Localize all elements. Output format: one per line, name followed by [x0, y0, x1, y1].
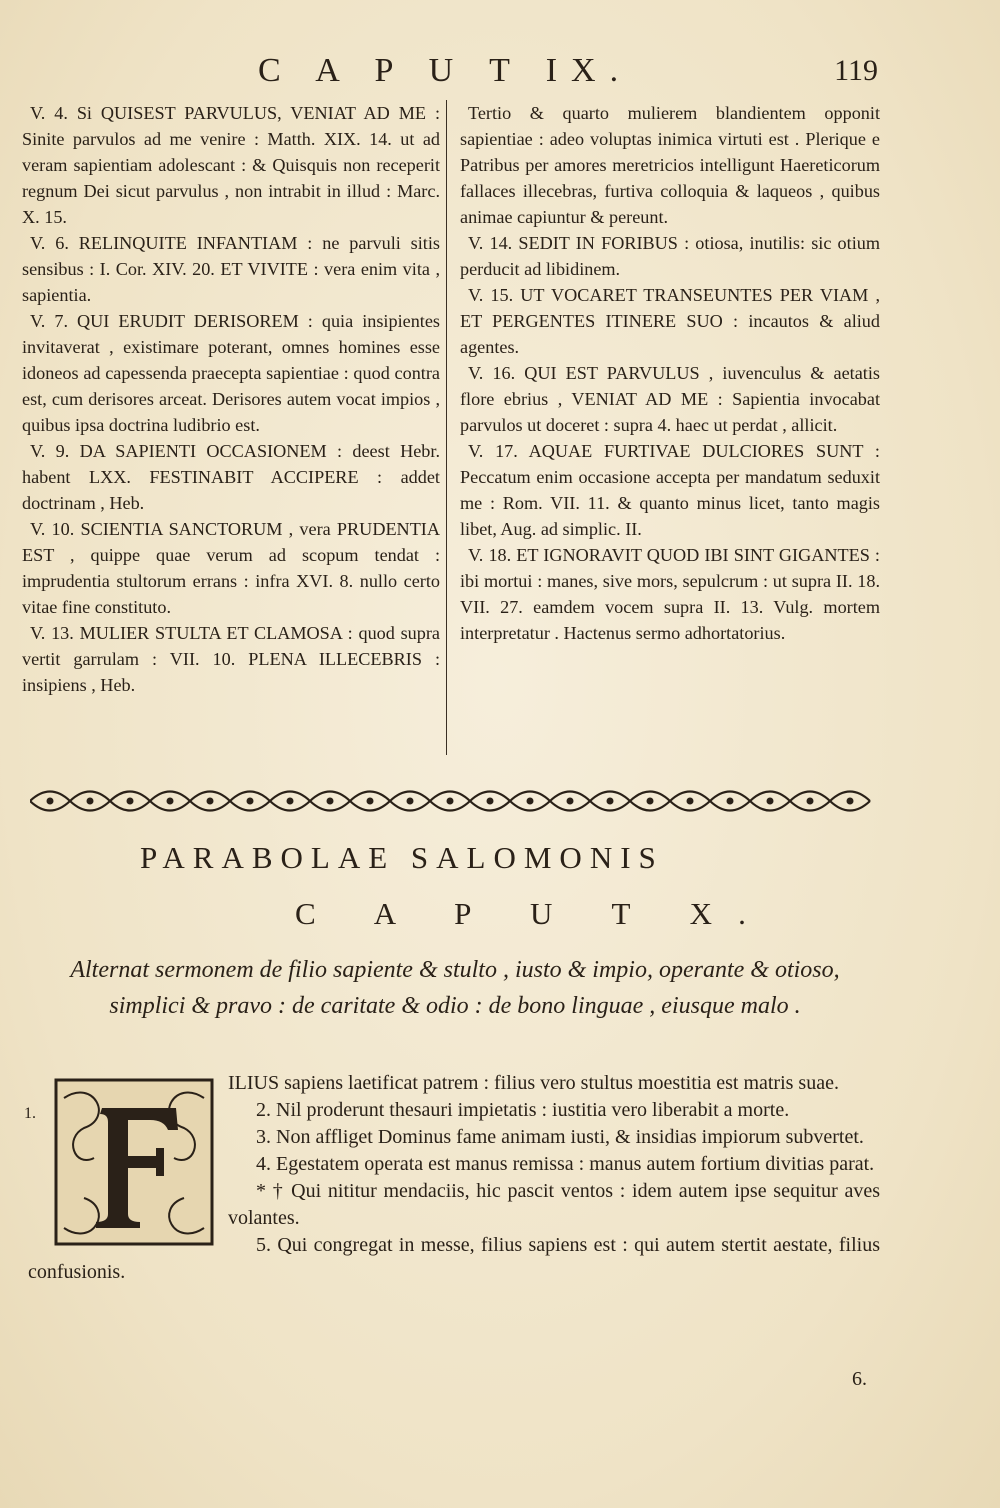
- commentary-paragraph: V. 10. SCIENTIA SANCTORUM , vera PRUDENTIA EST , quippe quae verum ad scopum tendat : imprudentia stultorum errans : infra XVI. 8. nullo certo vitae fine constituto.: [22, 519, 440, 617]
- commentary-paragraph: V. 17. AQUAE FURTIVAE DULCIORES SUNT : Peccatum enim occasione accepta per mandatum seduxit me : Rom. VII. 11. & quanto minus licet, tanto magis libet, Aug. ad simplic. II.: [460, 441, 880, 539]
- catchword: 6.: [852, 1368, 867, 1390]
- verse-text: ILIUS sapiens laetificat patrem : filius vero stultus moestitia est matris suae.: [228, 1072, 839, 1094]
- running-title: C A P U T IX.: [258, 52, 633, 89]
- commentary-paragraph: V. 15. UT VOCARET TRANSEUNTES PER VIAM , ET PERGENTES ITINERE SUO : incautos & aliud agentes.: [460, 285, 880, 357]
- verse-text: 4. Egestatem operata est manus remissa : manus autem fortium divitias parat.: [256, 1153, 875, 1175]
- commentary-paragraph: V. 6. RELINQUITE INFANTIAM : ne parvuli sitis sensibus : I. Cor. XIV. 20. ET VIVITE : vera enim vita , sapientia.: [22, 233, 440, 305]
- commentary-paragraph: V. 4. Si QUISEST PARVULUS, VENIAT AD ME : Sinite parvulos ad me venire : Matth. XIX. 14. ut ad veram sapientiam adolescant : & Quisquis non receperit regnum Dei sicut parvulus , non intrabit in illud : Marc. X. 15.: [22, 103, 440, 227]
- verse-text: 3. Non affliget Dominus fame animam iusti, & insidias impiorum subvertet.: [256, 1126, 864, 1148]
- chapter-text: [24, 1070, 880, 1286]
- page-number: 119: [834, 54, 878, 87]
- verse-number: 1.: [24, 1105, 36, 1122]
- commentary-paragraph: V. 7. QUI ERUDIT DERISOREM : quia insipientes invitaverat , existimare poterant, omnes homines esse idoneos ad capessenda praecepta sapientiae : quod contra est, cum derisores arceat. Derisores autem vocat impios , quibus ipsa doctrina ludibrio est.: [22, 311, 440, 435]
- verse-text: 5. Qui congregat in messe, filius sapiens est : qui autem stertit aestate, filius confusionis.: [28, 1234, 880, 1283]
- book-title: PARABOLAE SALOMONIS: [140, 840, 664, 875]
- commentary-paragraph: V. 18. ET IGNORAVIT QUOD IBI SINT GIGANTES : ibi mortui : manes, sive mors, sepulcrum : ut supra II. 18. VII. 27. eamdem vocem supra II. 13. Vulg. mortem interpretatur . Hactenus sermo adhortatorius.: [460, 545, 880, 643]
- commentary-paragraph: V. 14. SEDIT IN FORIBUS : otiosa, inutilis: sic otium perducit ad libidinem.: [460, 233, 880, 279]
- page-header: [0, 52, 1000, 102]
- ornamental-band: [30, 778, 880, 824]
- verse-text: * † Qui nititur mendaciis, hic pascit ventos : idem autem ipse sequitur aves volantes.: [228, 1180, 880, 1229]
- right-commentary-column: [460, 100, 880, 646]
- column-divider: [446, 100, 447, 755]
- chapter-summary: Alternat sermonem de filio sapiente & stulto , iusto & impio, operante & otioso, simplici & pravo : de caritate & odio : de bono linguae , eiusque malo .: [70, 957, 840, 1019]
- chapter-title: C A P U T X.: [295, 896, 772, 931]
- commentary-paragraph: Tertio & quarto mulierem blandientem opponit sapientiae : adeo voluptas inimica virtuti est . Plerique e Patribus per amores meretricios intelligunt Haereticorum fallaces illecebras, furtiva colloquia & laqueos , quibus animae capiuntur & pereunt.: [460, 103, 880, 227]
- left-commentary-column: [22, 100, 440, 698]
- commentary-paragraph: V. 16. QUI EST PARVULUS , iuvenculus & aetatis flore ebrius , VENIAT AD ME : Sapientia invocabat parvulos ut doceret : supra 4. haec ut perdat , allicit.: [460, 363, 880, 435]
- decorated-initial-f-icon: [54, 1078, 214, 1246]
- verse-text: 2. Nil proderunt thesauri impietatis : iustitia vero liberabit a morte.: [256, 1099, 790, 1121]
- commentary-paragraph: V. 13. MULIER STULTA ET CLAMOSA : quod supra vertit garrulam : VII. 10. PLENA ILLECEBRIS : insipiens , Heb.: [22, 623, 440, 695]
- commentary-paragraph: V. 9. DA SAPIENTI OCCASIONEM : deest Hebr. habent LXX. FESTINABIT ACCIPERE : addet doctrinam , Heb.: [22, 441, 440, 513]
